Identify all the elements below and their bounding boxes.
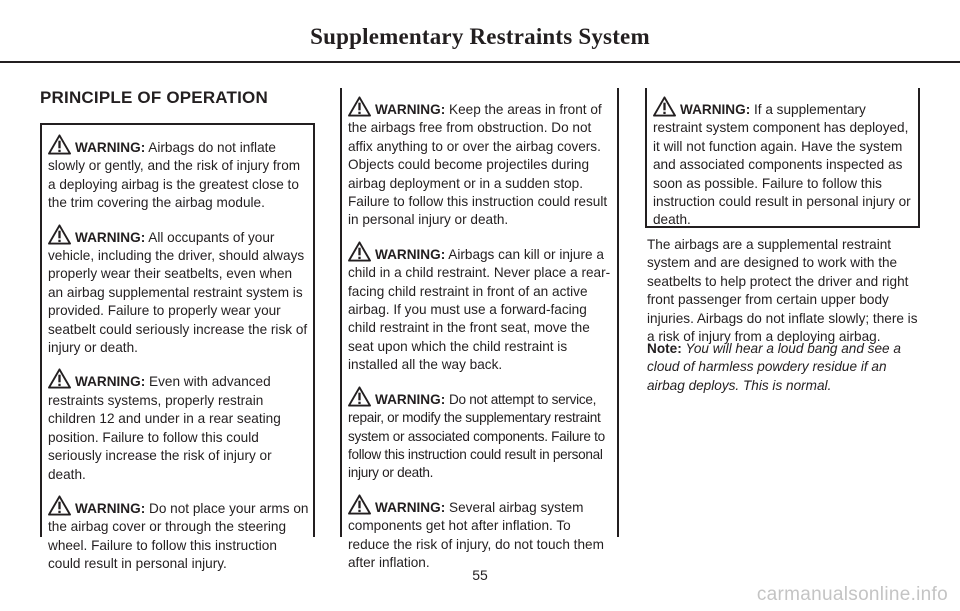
warning-text: Do not attempt to service, repair, or modify the supplementary restraint system or associated components. Failure to follow this instruction could result in personal injury or death.: [348, 391, 605, 481]
warning-label: WARNING:: [680, 102, 751, 117]
warning-2: [48, 224, 309, 358]
warning-label: WARNING:: [75, 500, 146, 516]
warning-text: Airbags can kill or injure a child in a child restraint. Never place a rear-facing child restraint in front of an active airbag. If you must use a forward-facing child restraint in the front seat, move the seat upon which the child restraint is installed all the way back.: [348, 246, 611, 373]
warning-label: WARNING:: [375, 391, 446, 407]
warning-label: WARNING:: [375, 499, 446, 515]
warning-text: Do not place your arms on the airbag cover or through the steering wheel. Failure to follow this instruction could result in personal injury.: [48, 500, 309, 572]
warning-triangle-icon: [348, 386, 371, 407]
warning-triangle-icon: [48, 368, 71, 389]
warning-5: [348, 96, 613, 230]
warning-4: [48, 495, 309, 574]
warning-triangle-icon: [48, 224, 71, 245]
warning-text: Even with advanced restraints systems, properly restrain children 12 and under in a rear seating position. Failure to follow this could seriously increase the risk of injury or death.: [48, 374, 281, 482]
warning-9: [653, 96, 914, 230]
warning-7: [348, 386, 613, 483]
warning-text: All occupants of your vehicle, including the driver, should always properly wear their seatbelts, even when an airbag supplemental restraint system is provided. Failure to properly wear your seatbelt could seriously increase the risk of injury or death.: [48, 229, 308, 356]
warning-8: [348, 494, 613, 573]
title-divider: [0, 61, 960, 63]
warning-6: [348, 241, 613, 375]
warning-triangle-icon: [348, 96, 371, 117]
warning-triangle-icon: [48, 495, 71, 516]
note-label: Note:: [647, 341, 682, 356]
warning-triangle-icon: [653, 96, 676, 117]
warning-label: WARNING:: [75, 229, 146, 245]
airbag-paragraph: The airbags are a supplemental restraint system and are designed to work with the seatbelts to help protect the driver and right front passenger from certain upper body injuries. Airbags do not inflate slowly; there is a risk of injury from a deploying airbag.: [647, 237, 918, 345]
warning-triangle-icon: [348, 494, 371, 515]
warning-label: WARNING:: [75, 374, 146, 390]
page-number: 55: [472, 567, 488, 583]
warning-triangle-icon: [348, 241, 371, 262]
note: [647, 340, 922, 395]
warning-triangle-icon: [48, 134, 71, 155]
warning-text: If a supplementary restraint system component has deployed, it will not function again. Have the system and associated components inspected as soon as possible. Failure to follow this instruction could result in personal injury or death.: [653, 102, 911, 228]
warning-label: WARNING:: [375, 246, 446, 262]
warning-text: Keep the areas in front of the airbags free from obstruction. Do not affix anything to or over the airbag covers. Objects could become projectiles during airbag deployment or in a sudden stop. Failure to follow this instruction could result in personal injury or death.: [348, 102, 608, 228]
warning-text: Airbags do not inflate slowly or gently, and the risk of injury from a deploying airbag is the greatest close to the trim covering the airbag module.: [48, 140, 301, 211]
page-title: Supplementary Restraints System: [310, 24, 650, 49]
section-heading: PRINCIPLE OF OPERATION: [40, 88, 268, 107]
warning-1: [48, 134, 309, 213]
warning-3: [48, 368, 309, 483]
warning-box-column-1: [40, 123, 315, 572]
warning-text: Several airbag system components get hot after inflation. To reduce the risk of injury, do not touch them after inflation.: [348, 499, 604, 570]
warning-box-column-2: [340, 88, 619, 570]
warning-box-column-3: [645, 88, 920, 228]
note-text: You will hear a loud bang and see a cloud of harmless powdery residue if an airbag deploys. This is normal.: [647, 341, 901, 393]
warning-label: WARNING:: [375, 102, 446, 117]
airbag-description: [647, 236, 922, 346]
warning-label: WARNING:: [75, 140, 146, 155]
watermark: carmanualsonline.info: [756, 584, 948, 605]
